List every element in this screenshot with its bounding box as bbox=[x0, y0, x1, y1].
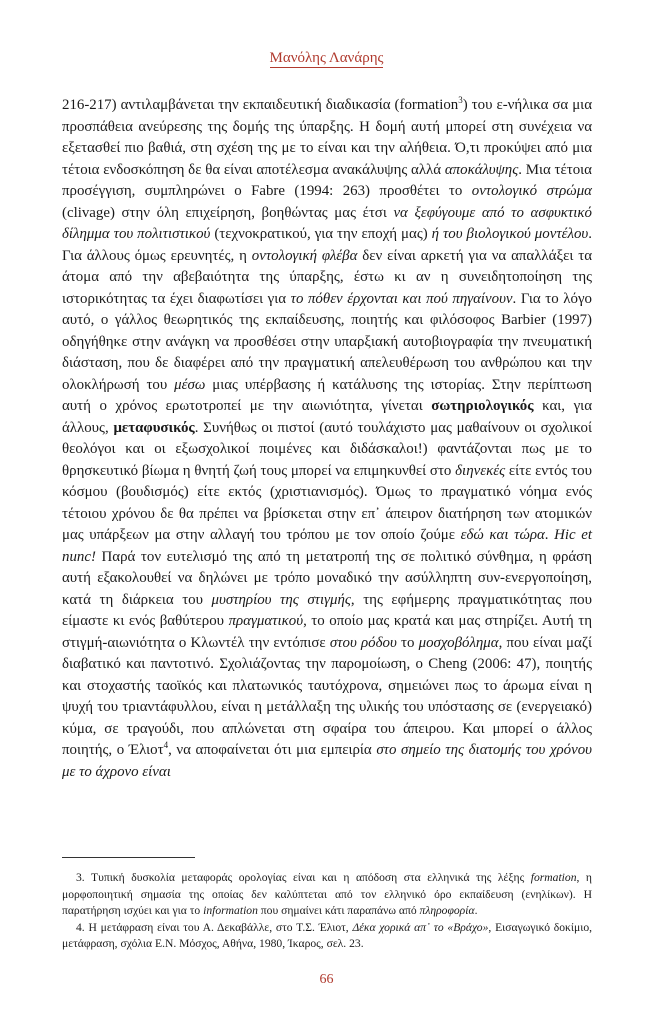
text-run: που σημαίνει κάτι παραπάνω από bbox=[257, 904, 420, 917]
page-number: 66 bbox=[319, 972, 334, 987]
italic-phrase: μυστηρίου της στιγμής bbox=[211, 591, 351, 608]
text-run: , το οποίο μας κρατά και μας στηρίζει. Αυτή τη στιγμή-αιωνιότητα ο Κλωντέλ την εντόπισε bbox=[62, 613, 593, 651]
body-text bbox=[62, 95, 592, 783]
text-run: , που είναι μαζί διαβατικό και παντοτινό. Σχολιάζοντας την παρομοίωση, ο Cheng (2006: 47), ποιητής και στοχαστής ταοϊκός και πλατωνικός ταυτόχρονα, σημειώνει πως το άρωμα είναι η ψυχή του τριαντάφυλλου, είναι η μετάλλαξη της υλικής του υπόστασης σε (ενεργειακό) κύμα, σε τραγούδι, που απλώνεται στη σφαίρα του άπειρου. Και μπορεί ο άλλος ποιητής, ο Έλιοτ bbox=[62, 634, 593, 758]
text-run: (τεχνοκρατικού, για την εποχή μας) bbox=[210, 226, 432, 242]
running-head bbox=[0, 50, 653, 67]
text-run: . Συνήθως οι πιστοί (αυτό τουλάχιστο μας μαθαίνουν οι σχολικοί θεολόγοι και οι εξωσχολικοί ποιμένες και διδάσκαλοι!) φαντάζονται πως με το θρησκευτικό βίωμα η θνητή ζωή τους μπορεί να επιμηκυνθεί στο bbox=[62, 419, 592, 479]
italic-phrase: μέσω bbox=[174, 376, 206, 393]
footnotes bbox=[62, 870, 592, 953]
text-run: Παρά τον ευτελισμό της από τη μετατροπή της σε πολιτικό σύνθημα, η φράση αυτή εξακολουθεί να δηλώνει με τρόπο μοναδικό την ασύλληπτη συν-ενεργοποίηση, κατά τη διάρκεια του bbox=[62, 548, 592, 608]
italic-phrase: Hic et nunc! bbox=[62, 527, 592, 565]
text-run: . bbox=[474, 904, 478, 917]
italic-phrase: οντολογικό στρώμα bbox=[471, 183, 592, 199]
italic-phrase: πραγματικού bbox=[228, 613, 304, 629]
italic-phrase: Δέκα χορικά απ᾽ το «Βράχο» bbox=[352, 920, 489, 934]
text-run: , η μορφοποιητική σημασία της οποίας δεν καλύπτεται από τον ελληνικό όρο εκπαίδευση (ενηλίκων). Η παρατήρηση ισχύει και για το bbox=[62, 871, 592, 917]
text-run: . Μια τέτοια προσέγγιση, συμπληρώνει ο Fabre (1994: 263) προσθέτει το bbox=[62, 161, 592, 199]
author-name: Μανόλης Λανάρης bbox=[269, 50, 384, 66]
text-run: δεν είναι αρκετή για να απαλλάξει τα άτομα από την αβεβαιότητα της ύπαρξης, έστω κι αν η συνειδητοποίηση της ιστορικότητας τα έχει διαφωτίσει για bbox=[62, 247, 593, 307]
italic-phrase: formation bbox=[530, 871, 577, 884]
footnote-3 bbox=[62, 870, 592, 920]
text-run: 4. Η μετάφραση είναι του Α. Δεκαβάλλε, στο Τ.Σ. Έλιοτ, bbox=[76, 920, 353, 934]
text-run: ) του ε-νήλικα σα μια προσπάθεια ανεύρεσης της δομής της ύπαρξης. Η δομή αυτή μπορεί στη συνέχεια να εξετασθεί πιο βαθιά, στη σχέση της με το είναι και την αλήθεια. Ό,τι προκύψει από μια τέτοια ενδοσκόπηση δε θα είναι αποτέλεσμα ανακάλυψης αλλά bbox=[62, 97, 592, 178]
text-run: . bbox=[544, 527, 555, 543]
text-run: μιας υπέρβασης ή κατάλυσης της ιστορίας. Στην περίπτωση αυτή ο χρόνος ερωτοτροπεί με την αιωνιότητα, γίνεται bbox=[62, 376, 592, 414]
bold-term: σωτηριολογικός bbox=[431, 398, 534, 414]
italic-phrase: διηνεκές bbox=[455, 462, 506, 479]
text-run: είτε εντός του κόσμου (βουδισμός) είτε εκτός (χριστιανισμός). Όμως το πραγματικό νόημα ενός τέτοιου χρόνου δε θα πρέπει να βρίσκεται στην επ᾽ άπειρον διατήρηση των ατομικών μας υπάρξεων μα στην αλλαγή του τρόπου με τον οποίο ζούμε bbox=[62, 462, 592, 543]
italic-phrase: μοσχοβόλημα bbox=[418, 634, 499, 651]
text-run: και, για άλλους, bbox=[62, 398, 592, 436]
footnote-divider bbox=[62, 857, 195, 858]
italic-phrase: information bbox=[203, 904, 258, 917]
italic-phrase: πληροφορία bbox=[419, 904, 475, 917]
text-run: , Εισαγωγικό δοκίμιο, μετάφραση, σχόλια Ε.Ν. Μόσχος, Αθήνα, 1980, Ίκαρος, σελ. 23. bbox=[62, 920, 593, 950]
text-run: 3. Τυπική δυσκολία μεταφοράς ορολογίας είναι και η απόδοση στα ελληνικά της λέξης bbox=[76, 871, 531, 884]
footnote-marker: 3 bbox=[458, 95, 463, 106]
italic-phrase: ή του βιολογικού μοντέλου bbox=[431, 226, 589, 242]
footnote-4 bbox=[62, 920, 592, 953]
italic-phrase: στο σημείο της διατομής του χρόνου με το άχρονο είναι bbox=[62, 742, 593, 780]
text-run: , να αποφαίνεται ότι μια εμπειρία bbox=[168, 742, 377, 758]
body-paragraph bbox=[62, 95, 592, 783]
italic-phrase: στου ρόδου bbox=[329, 634, 397, 651]
italic-phrase: οντολογική φλέβα bbox=[251, 247, 358, 264]
bold-term: μεταφυσικός bbox=[113, 419, 195, 436]
text-run: το bbox=[396, 634, 419, 651]
text-run: , της εφήμερης πραγματικότητας που είμαστε κι ενός βαθύτερου bbox=[62, 591, 592, 629]
italic-phrase: να ξεφύγουμε από το ασφυκτικό δίλημμα του πολιτιστικού bbox=[62, 204, 592, 242]
italic-phrase: το πόθεν έρχονται και πού πηγαίνουν bbox=[290, 290, 513, 307]
text-run: . Για άλλους όμως ερευνητές, η bbox=[62, 226, 592, 264]
text-run: 216-217) αντιλαμβάνεται την εκπαιδευτική διαδικασία (formation bbox=[62, 97, 459, 113]
footnote-marker: 4 bbox=[163, 740, 169, 751]
italic-phrase: εδώ και τώρα bbox=[460, 527, 545, 543]
text-run: (clivage) στην όλη επιχείρηση, βοηθώντας μας έτσι bbox=[62, 204, 394, 221]
italic-phrase: αποκάλυψης bbox=[444, 161, 519, 178]
text-run: . Για το λόγο αυτό, ο γάλλος θεωρητικός της εκπαίδευσης, ποιητής και φιλόσοφος Barbier (1997) οδηγήθηκε στην ανάγκη να προσθέσει στην υπαρξιακή αυτοβιογραφία την πνευματική διάσταση, που δε διαφέρει από την πραγματική απελευθέρωση του ανθρώπου και την ολοκλήρωσή του bbox=[62, 290, 592, 393]
